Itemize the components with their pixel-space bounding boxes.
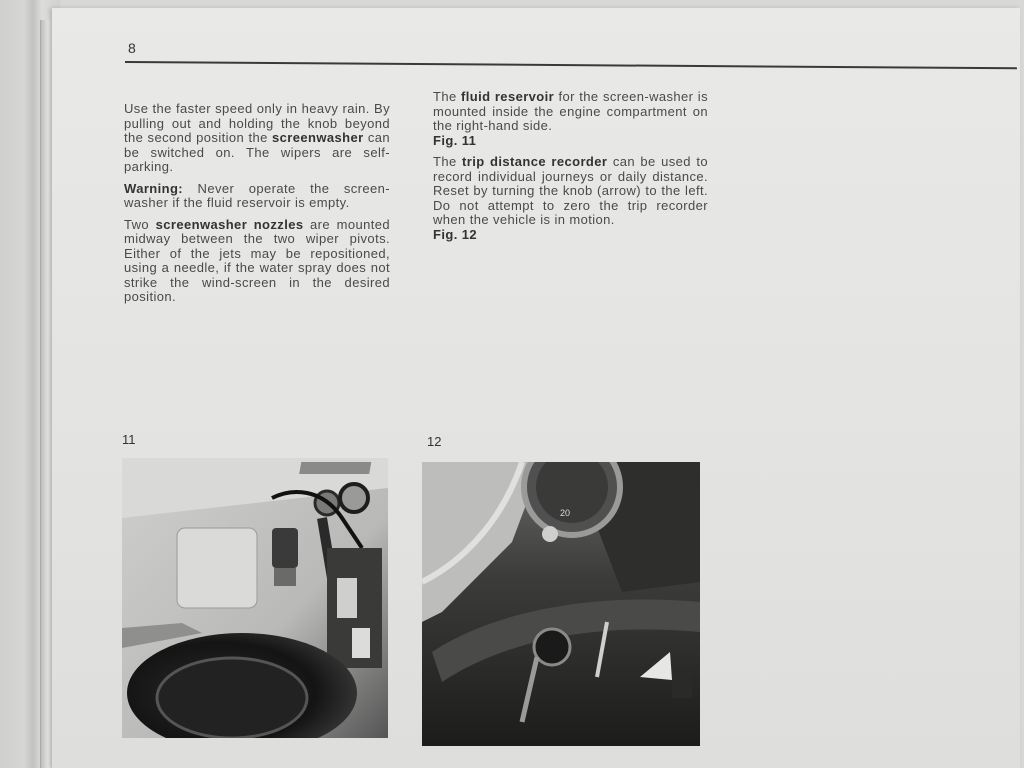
- warning-label: Warning:: [124, 180, 184, 196]
- right-text-column: [433, 90, 708, 249]
- engine-compartment-image: [122, 458, 388, 738]
- figure-12-dashboard-photo: [422, 462, 700, 746]
- trip-recorder-image: [422, 462, 700, 746]
- paragraph-nozzles: Two screenwasher nozzles are mounted midway between the two wiper pivots. Either of the jets may be repositioned, using a needle, if the water spray does not strike the wind-screen in the desired position.: [124, 216, 391, 304]
- left-text-column: [124, 102, 390, 312]
- fig-reference-11: Fig. 11: [433, 132, 477, 148]
- term-screenwasher-nozzles: screenwasher nozzles: [155, 216, 304, 232]
- term-trip-distance-recorder: trip distance recorder: [462, 154, 608, 169]
- figure-11-engine-photo: [122, 458, 388, 738]
- trip-reset-knob: [542, 526, 558, 542]
- paragraph-fluid-reservoir: The fluid reservoir for the screen-washer is mounted inside the engine compartment on the right-hand side. Fig. 11: [433, 89, 708, 148]
- term-fluid-reservoir: fluid reservoir: [461, 89, 555, 104]
- paragraph-trip-recorder: The trip distance recorder can be used to record individual journeys or daily distance. Reset by turning the knob (arrow) to the left. Do not attempt to zero the trip recorder when the vehicle is in motion. Fig. 12: [433, 154, 708, 242]
- figure-11-label: 11: [122, 432, 136, 447]
- gauge-marking-20: 20: [560, 508, 571, 518]
- figure-12-label: 12: [427, 434, 442, 449]
- paragraph-wiper-speed: Use the faster speed only in heavy rain. By pulling out and holding the knob beyond the second position the screenwasher can be switched on. The wipers are self-parking.: [124, 101, 391, 174]
- ignition-switch: [534, 629, 570, 665]
- paragraph-warning: Warning: Never operate the screen-washer if the fluid reservoir is empty.: [124, 180, 390, 210]
- fig-reference-12: Fig. 12: [433, 226, 477, 242]
- term-screenwasher: screenwasher: [272, 130, 364, 145]
- page-number: 8: [128, 40, 136, 56]
